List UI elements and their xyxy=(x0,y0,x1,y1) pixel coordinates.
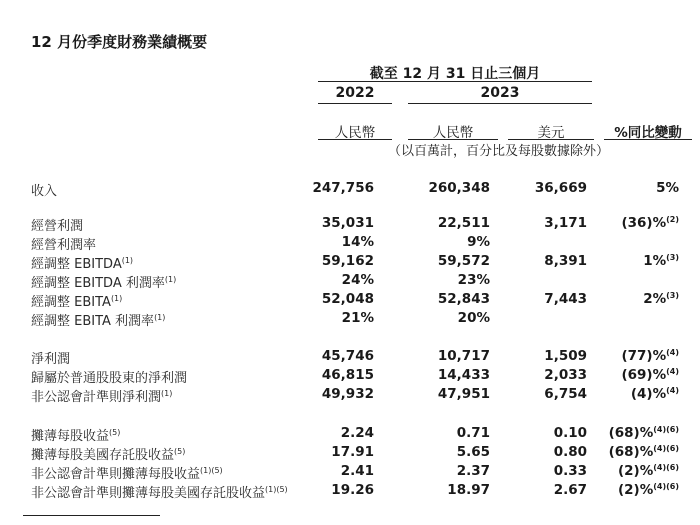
value-usd-cell: 36,669 xyxy=(534,180,587,196)
value-2023-cell: 5.65 xyxy=(456,444,490,460)
value-usd-cell: 3,171 xyxy=(544,215,587,231)
row-label: 非公認會計準則攤薄每股美國存託股收益$^{(1)(5)}$ xyxy=(31,485,288,501)
row-label: 非公認會計準則攤薄每股收益$^{(1)(5)}$ xyxy=(31,466,223,482)
yoy-footnote: (3) xyxy=(666,291,679,300)
value-2023-cell: 9% xyxy=(467,234,490,250)
row-label-footnote: (1) xyxy=(110,294,123,303)
yoy-change-value: (2)% xyxy=(617,482,654,498)
table-row xyxy=(0,348,700,366)
value-2022-cell: 21% xyxy=(341,310,374,326)
period-header: 截至 12 月 31 日止三個月 xyxy=(369,66,541,82)
value-2022-cell: 59,162 xyxy=(321,253,374,269)
yoy-change-value: (77)% xyxy=(621,348,667,364)
value-2023-cell: 52,843 xyxy=(437,291,490,307)
table-row xyxy=(0,463,700,481)
row-label-footnote: (1) xyxy=(154,313,166,322)
yoy-footnote: (4) xyxy=(666,367,679,376)
value-usd-cell: 1,509 xyxy=(544,348,587,364)
yoy-change-cell xyxy=(656,180,679,196)
row-label: 經調整 EBITA 利潤率$^{(1)}$ xyxy=(31,313,166,329)
value-2023-cell: 10,717 xyxy=(437,348,490,364)
currency-rmb-2022-rule xyxy=(318,139,392,140)
row-label: 淨利潤 xyxy=(31,352,71,367)
row-label: 經營利潤 xyxy=(31,219,84,234)
currency-rmb-2022: 人民幣 xyxy=(334,125,376,141)
yoy-change-cell xyxy=(621,215,679,231)
row-label: 經調整 EBITA$^{(1)}$ xyxy=(31,294,123,310)
row-label: 非公認會計準則淨利潤$^{(1)}$ xyxy=(31,389,173,405)
page-title: 12 月份季度財務業績概要 xyxy=(31,33,208,51)
currency-usd: 美元 xyxy=(537,125,565,141)
yoy-footnote: (3) xyxy=(666,253,679,262)
yoy-footnote: (4)(6) xyxy=(653,444,679,453)
year-2023-rule xyxy=(408,103,592,104)
yoy-change-cell xyxy=(609,425,679,441)
year-2022-rule xyxy=(318,103,392,104)
table-row xyxy=(0,291,700,309)
yoy-change-cell xyxy=(609,444,679,460)
yoy-footnote: (4) xyxy=(666,386,679,395)
row-label: 經營利潤率 xyxy=(31,238,97,253)
yoy-rule xyxy=(604,139,692,140)
value-2023-cell: 22,511 xyxy=(437,215,490,231)
row-label: 收入 xyxy=(31,184,58,199)
yoy-change-cell xyxy=(621,367,679,383)
yoy-change-cell xyxy=(631,386,679,402)
table-row xyxy=(0,367,700,385)
value-2022-cell: 46,815 xyxy=(321,367,374,383)
value-usd-cell: 6,754 xyxy=(544,386,587,402)
value-2023-cell: 18.97 xyxy=(447,482,490,498)
value-2023-cell: 59,572 xyxy=(437,253,490,269)
table-row xyxy=(0,234,700,252)
yoy-footnote: (4)(6) xyxy=(653,463,679,472)
value-2023-cell: 0.71 xyxy=(456,425,490,441)
value-usd-cell: 8,391 xyxy=(544,253,587,269)
value-usd-cell: 0.80 xyxy=(553,444,587,460)
value-2022-cell: 2.41 xyxy=(340,463,374,479)
row-label: 攤薄每股收益$^{(5)}$ xyxy=(31,428,121,444)
row-label-footnote: (5) xyxy=(109,428,121,437)
period-rule xyxy=(318,81,592,82)
row-label: 歸屬於普通股股東的淨利潤 xyxy=(31,371,188,386)
yoy-change-cell xyxy=(618,463,679,479)
value-2023-cell: 47,951 xyxy=(437,386,490,402)
table-row xyxy=(0,215,700,233)
value-2022-cell: 14% xyxy=(341,234,374,250)
value-2022-cell: 45,746 xyxy=(321,348,374,364)
row-label: 經調整 EBITDA 利潤率$^{(1)}$ xyxy=(31,275,177,291)
row-label-footnote: (1)(5) xyxy=(200,466,223,475)
value-2022-cell: 24% xyxy=(341,272,374,288)
yoy-footnote: (2) xyxy=(666,215,679,224)
table-row xyxy=(0,310,700,328)
yoy-footnote: (4)(6) xyxy=(653,482,679,491)
row-label-footnote: (1)(5) xyxy=(265,485,288,494)
value-2023-cell: 2.37 xyxy=(456,463,490,479)
yoy-change-value: 2% xyxy=(643,291,667,307)
yoy-header: %同比變動 xyxy=(614,125,682,141)
value-2023-cell: 14,433 xyxy=(437,367,490,383)
table-row xyxy=(0,272,700,290)
row-label: 經調整 EBITDA$^{(1)}$ xyxy=(31,256,134,272)
yoy-change-value: (4)% xyxy=(630,386,667,402)
table-row xyxy=(0,444,700,462)
currency-rmb-2023: 人民幣 xyxy=(432,125,474,141)
table-row xyxy=(0,425,700,443)
year-2022-header: 2022 xyxy=(335,85,375,101)
yoy-change-cell xyxy=(618,482,679,498)
yoy-change-value: 1% xyxy=(643,253,667,269)
table-row xyxy=(0,482,700,500)
row-label-footnote: (5) xyxy=(174,447,186,456)
yoy-change-cell xyxy=(621,348,679,364)
value-usd-cell: 0.33 xyxy=(553,463,587,479)
value-2022-cell: 2.24 xyxy=(340,425,374,441)
yoy-footnote: (4) xyxy=(666,348,679,357)
row-label-footnote: (1) xyxy=(164,275,177,284)
value-2023-cell: 23% xyxy=(457,272,490,288)
yoy-change-value: (36)% xyxy=(621,215,667,231)
yoy-change-cell xyxy=(643,253,679,269)
yoy-change-value: (69)% xyxy=(621,367,667,383)
value-usd-cell: 2.67 xyxy=(553,482,587,498)
yoy-change-value: 5% xyxy=(656,180,679,196)
footnote-rule xyxy=(23,515,160,516)
row-label: 攤薄每股美國存託股收益$^{(5)}$ xyxy=(31,447,186,463)
value-usd-cell: 2,033 xyxy=(544,367,587,383)
value-2022-cell: 247,756 xyxy=(312,180,374,196)
unit-note: （以百萬計，百分比及每股數據除外） xyxy=(388,144,610,159)
table-row xyxy=(0,180,700,198)
value-2022-cell: 19.26 xyxy=(331,482,374,498)
value-usd-cell: 0.10 xyxy=(553,425,587,441)
value-2023-cell: 20% xyxy=(457,310,490,326)
yoy-change-value: (68)% xyxy=(608,425,654,441)
value-2022-cell: 17.91 xyxy=(331,444,374,460)
value-2022-cell: 49,932 xyxy=(321,386,374,402)
yoy-change-value: (68)% xyxy=(608,444,654,460)
row-label-footnote: (1) xyxy=(121,256,134,265)
value-2023-cell: 260,348 xyxy=(428,180,490,196)
yoy-footnote: (4)(6) xyxy=(653,425,679,434)
table-row xyxy=(0,253,700,271)
value-2022-cell: 52,048 xyxy=(321,291,374,307)
value-2022-cell: 35,031 xyxy=(321,215,374,231)
value-usd-cell: 7,443 xyxy=(544,291,587,307)
year-2023-header: 2023 xyxy=(480,85,520,101)
row-label-footnote: (1) xyxy=(161,389,173,398)
yoy-change-cell xyxy=(643,291,679,307)
yoy-change-value: (2)% xyxy=(617,463,654,479)
table-row xyxy=(0,386,700,404)
